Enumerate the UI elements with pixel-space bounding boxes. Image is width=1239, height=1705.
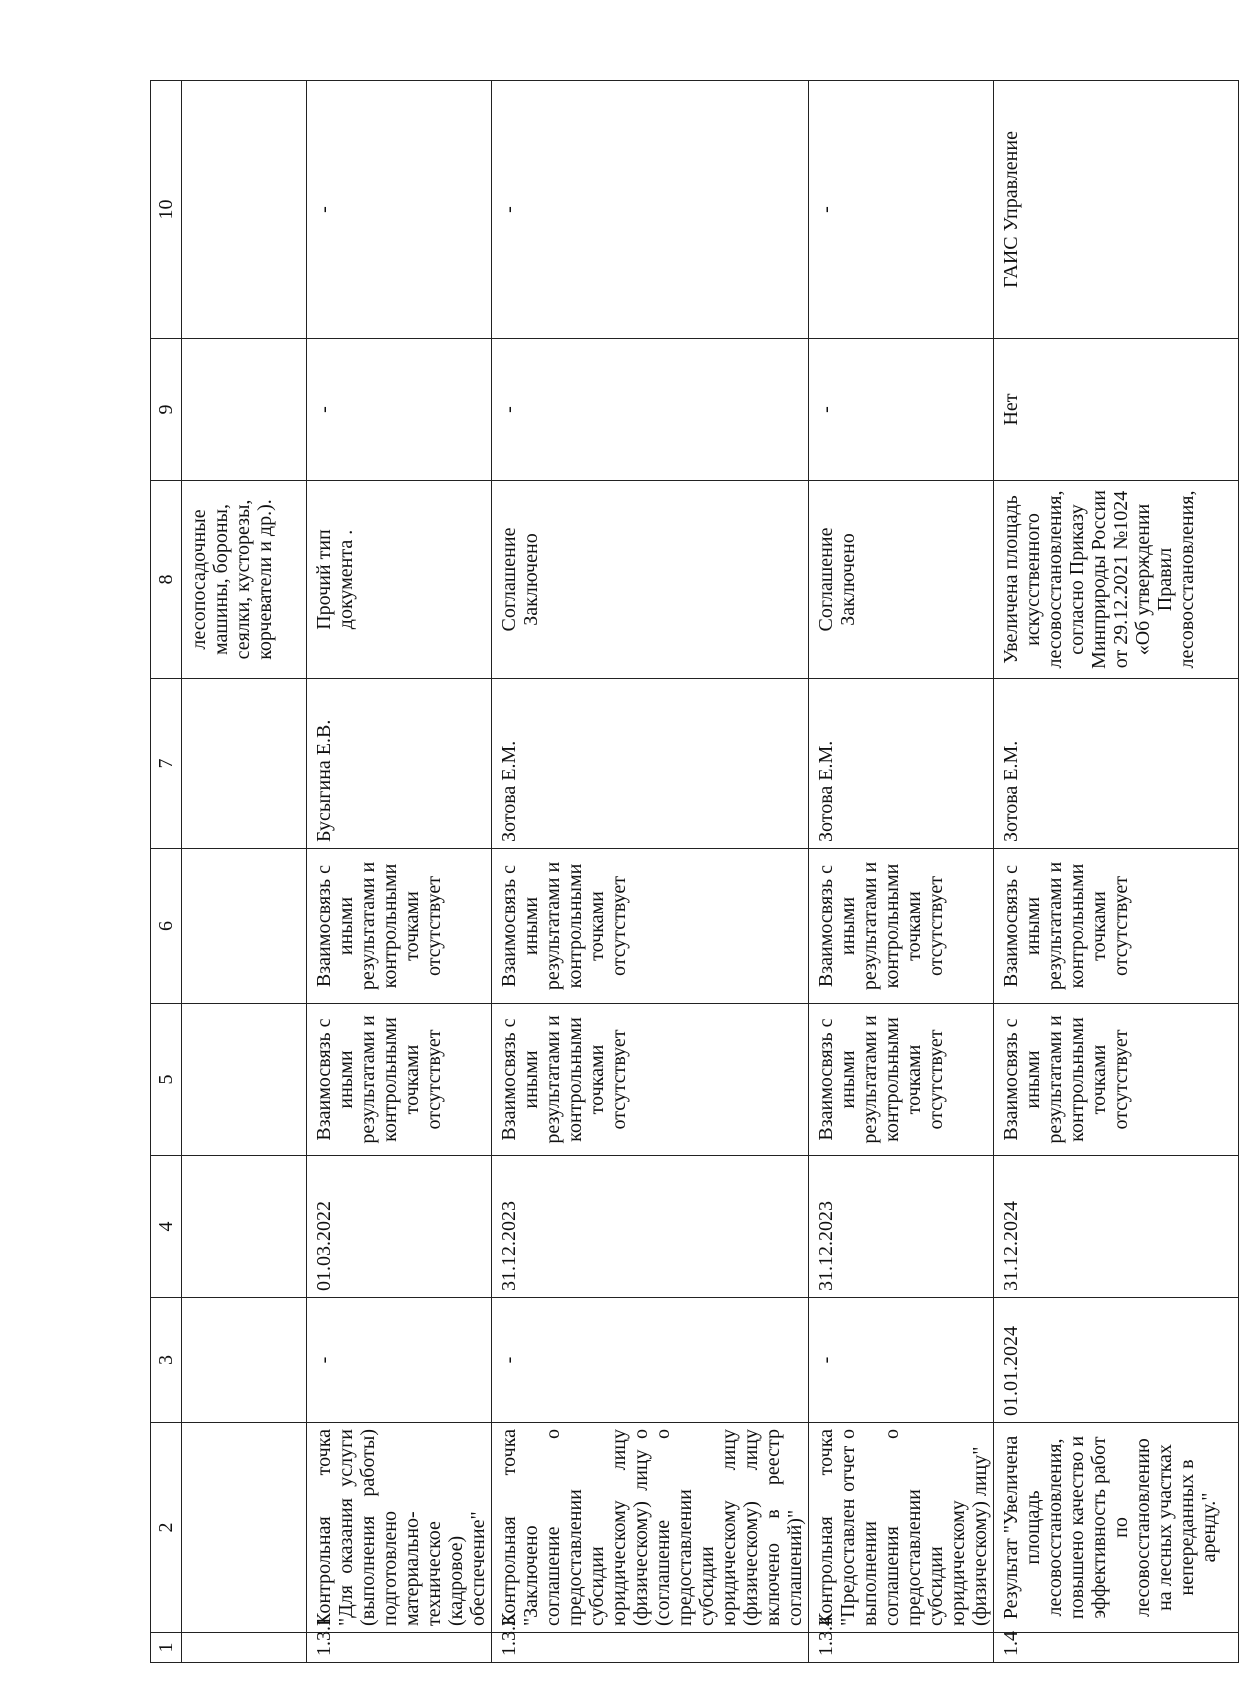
column-number: 10 <box>151 81 182 339</box>
cell-link-prev: Взаимосвязь с иными результатами и контрольными точками отсутствует <box>809 1004 994 1156</box>
cell-start: - <box>307 1298 492 1423</box>
cell-start: 01.01.2024 <box>994 1298 1239 1423</box>
cell-system: - <box>809 81 994 339</box>
cell-num: 1.3.1 <box>307 1633 492 1663</box>
cell-responsible <box>182 679 307 849</box>
cell-end: 01.03.2022 <box>307 1156 492 1298</box>
cell-system: - <box>492 81 809 339</box>
column-number: 2 <box>151 1423 182 1633</box>
cell-name: Контрольная точка "Заключено соглашение о предоставлении субсидии юридическому лицу (физическому) лицу о (соглашение о предоставлении субсидии юридическому лицу (физическому) лицу включено в реестр соглашений)" <box>492 1423 809 1633</box>
column-number: 7 <box>151 679 182 849</box>
table-row <box>994 81 1239 1663</box>
cell-link-prev <box>182 1004 307 1156</box>
cell-link-prev: Взаимосвязь с иными результатами и контрольными точками отсутствует <box>994 1004 1239 1156</box>
cell-link-prev: Взаимосвязь с иными результатами и контрольными точками отсутствует <box>492 1004 809 1156</box>
cell-link-prev: Взаимосвязь с иными результатами и контрольными точками отсутствует <box>307 1004 492 1156</box>
cell-approval: - <box>307 339 492 481</box>
cell-end <box>182 1156 307 1298</box>
cell-name: Контрольная точка "Предоставлен отчет о выполнении соглашения о предоставлении субсидии юридическому (физическому) лицу" <box>809 1423 994 1633</box>
cell-document: Прочий тип документа . <box>307 481 492 679</box>
table-row <box>492 81 809 1663</box>
cell-system <box>182 81 307 339</box>
column-number: 9 <box>151 339 182 481</box>
column-number: 3 <box>151 1298 182 1423</box>
cell-end: 31.12.2023 <box>492 1156 809 1298</box>
cell-approval: Нет <box>994 339 1239 481</box>
cell-link-next: Взаимосвязь с иными результатами и контрольными точками отсутствует <box>307 849 492 1004</box>
cell-document: Увеличена площадь искусственного лесовосстановления, согласно Приказу Минприроды России от 29.12.2021 №1024 «Об утверждении Правил лесовосстановления, <box>994 481 1239 679</box>
cell-responsible: Бусыгина Е.В. <box>307 679 492 849</box>
cell-approval <box>182 339 307 481</box>
table-row <box>307 81 492 1663</box>
cell-link-next: Взаимосвязь с иными результатами и контрольными точками отсутствует <box>492 849 809 1004</box>
cell-name: Результат "Увеличена площадь лесовосстановления, повышено качество и эффективность работ по лесовосстановлению на лесных участках непереданных в аренду." <box>994 1423 1239 1633</box>
cell-link-next: Взаимосвязь с иными результатами и контрольными точками отсутствует <box>994 849 1239 1004</box>
cell-link-next <box>182 849 307 1004</box>
cell-num: 1.3.3 <box>492 1633 809 1663</box>
cell-document: лесопосадочные машины, бороны, сеялки, кусторезы, корчеватели и др.). <box>182 481 307 679</box>
cell-approval: - <box>809 339 994 481</box>
cell-document: Соглашение Заключено <box>492 481 809 679</box>
cell-num: 1.3.4 <box>809 1633 994 1663</box>
cell-start: - <box>492 1298 809 1423</box>
column-number: 5 <box>151 1004 182 1156</box>
cell-end: 31.12.2024 <box>994 1156 1239 1298</box>
header-row <box>151 81 182 1663</box>
column-number: 8 <box>151 481 182 679</box>
column-number: 1 <box>151 1633 182 1663</box>
cell-name: Контрольная точка "Для оказания услуги (выполнения работы) подготовлено материально-техническое (кадровое) обеспечение" <box>307 1423 492 1633</box>
table-row <box>809 81 994 1663</box>
cell-link-next: Взаимосвязь с иными результатами и контрольными точками отсутствует <box>809 849 994 1004</box>
cell-approval: - <box>492 339 809 481</box>
table-row-continuation <box>182 81 307 1663</box>
cell-start: - <box>809 1298 994 1423</box>
cell-system: - <box>307 81 492 339</box>
cell-responsible: Зотова Е.М. <box>809 679 994 849</box>
cell-start <box>182 1298 307 1423</box>
plan-table <box>150 80 1239 1663</box>
cell-system: ГАИС Управление <box>994 81 1239 339</box>
column-number: 6 <box>151 849 182 1004</box>
column-number: 4 <box>151 1156 182 1298</box>
cell-num <box>182 1633 307 1663</box>
cell-responsible: Зотова Е.М. <box>994 679 1239 849</box>
cell-name <box>182 1423 307 1633</box>
cell-end: 31.12.2023 <box>809 1156 994 1298</box>
cell-responsible: Зотова Е.М. <box>492 679 809 849</box>
rotated-page <box>150 81 1220 1663</box>
cell-document: Соглашение Заключено <box>809 481 994 679</box>
cell-num: 1.4 <box>994 1633 1239 1663</box>
